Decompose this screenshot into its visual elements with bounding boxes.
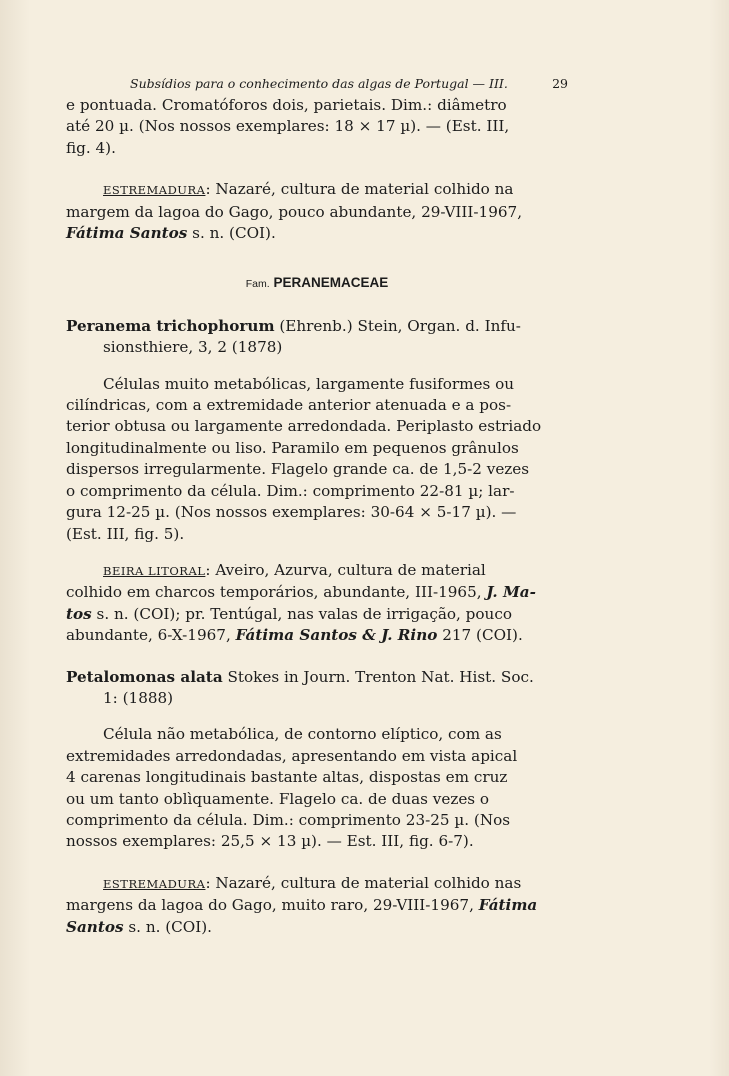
record-text: s. n. (COI). (187, 224, 276, 243)
body-text (66, 95, 568, 938)
species-name: Peranema trichophorum (66, 316, 275, 335)
family-name: PERANEMACEAE (273, 275, 389, 291)
record-text: : Nazaré, cultura de material colhido nas (205, 873, 522, 892)
description-petalomonas (66, 724, 568, 852)
locality-record-1 (66, 179, 568, 244)
description-line: Células muito metabólicas, largamente fusiformes ou (103, 374, 515, 393)
collector-name: Fátima (478, 896, 538, 915)
species-entry-peranema (66, 316, 568, 359)
family-prefix: Fam. (245, 278, 270, 291)
species-name: Petalomonas alata (66, 667, 223, 686)
record-text: : Nazaré, cultura de material colhido na (205, 180, 514, 199)
description-line: cilíndricas, com a extremidade anterior atenuada e a pos- (66, 396, 512, 415)
citation-text: sionsthiere, 3, 2 (1878) (103, 338, 283, 357)
description-line: nossos exemplares: 25,5 × 13 µ). — Est. III, fig. 6-7). (66, 832, 474, 851)
record-text: s. n. (COI). (123, 917, 213, 936)
collector-name: Fátima Santos (66, 224, 188, 243)
intro-paragraph (66, 95, 568, 159)
region-label: ESTREMADURA (103, 876, 206, 891)
locality-record-peranema (66, 560, 568, 647)
record-text: : Aveiro, Azurva, cultura de material (205, 560, 486, 579)
record-text: margem da lagoa do Gago, pouco abundante, 29-VIII-1967, (66, 202, 523, 221)
description-line: ou um tanto oblìquamente. Flagelo ca. de duas vezes o (66, 789, 490, 808)
record-text: s. n. (COI); pr. Tentúgal, nas valas de irrigação, pouco (91, 604, 512, 623)
description-line: o comprimento da célula. Dim.: comprimento 22-81 µ; lar- (66, 481, 515, 500)
description-line: extremidades arredondadas, apresentando em vista apical (66, 746, 518, 765)
collector-name: J. Ma- (486, 583, 536, 602)
description-line: comprimento da célula. Dim.: comprimento 23-25 µ. (Nos (66, 810, 511, 829)
citation-text: Stokes in Journ. Trenton Nat. Hist. Soc. (222, 667, 534, 686)
species-entry-petalomonas (66, 667, 568, 710)
record-text: abundante, 6-X-1967, (66, 626, 236, 645)
intro-line: fig. 4). (66, 138, 116, 157)
region-label: BEIRA LITORAL (103, 563, 206, 578)
intro-line: e pontuada. Cromatóforos dois, parietais. Dim.: diâmetro (66, 96, 507, 114)
record-text: 217 (COI). (437, 626, 523, 645)
family-heading (66, 272, 568, 295)
citation-text: 1: (1888) (103, 688, 174, 707)
collector-name: Santos (66, 917, 124, 936)
collector-name: Fátima Santos & J. Rino (235, 626, 438, 645)
citation-text: (Ehrenb.) Stein, Organ. d. Infu- (274, 316, 521, 335)
description-line: (Est. III, fig. 5). (66, 524, 185, 543)
description-line: Célula não metabólica, de contorno elíptico, com as (103, 725, 502, 744)
description-line: terior obtusa ou largamente arredondada. Periplasto estriado (66, 417, 542, 436)
locality-record-petalomonas (66, 873, 568, 938)
description-line: longitudinalmente ou liso. Paramilo em pequenos grânulos (66, 438, 519, 457)
description-peranema (66, 374, 568, 545)
running-header (66, 76, 568, 96)
running-title: Subsídios para o conhecimento das algas de Portugal — III. (130, 76, 508, 91)
page-number: 29 (552, 76, 568, 91)
intro-line: até 20 µ. (Nos nossos exemplares: 18 × 17 µ). — (Est. III, (66, 117, 510, 136)
description-line: gura 12-25 µ. (Nos nossos exemplares: 30-64 × 5-17 µ). — (66, 503, 517, 522)
region-label: ESTREMADURA (103, 183, 206, 198)
description-line: 4 carenas longitudinais bastante altas, dispostas em cruz (66, 768, 508, 787)
record-text: margens da lagoa do Gago, muito raro, 29-VIII-1967, (66, 896, 479, 915)
description-line: dispersos irregularmente. Flagelo grande ca. de 1,5-2 vezes (66, 460, 530, 479)
collector-name: tos (66, 604, 92, 623)
record-text: colhido em charcos temporários, abundante, III-1965, (66, 583, 487, 602)
